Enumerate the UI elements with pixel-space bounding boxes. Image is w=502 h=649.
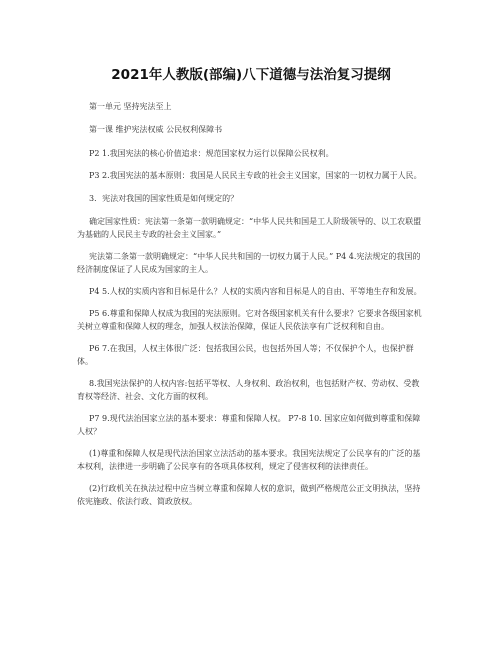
paragraph: (1)尊重和保障人权是现代法治国家立法活动的基本要求。我国宪法规定了公民享有的广泛的基本权利，法律进一步明确了公民享有的各项具体权利，规定了侵害权利的法律责任。 (77, 449, 421, 471)
paragraph: P4 5.人权的实质内容和目标是什么？人权的实质内容和目标是人的自由、平等地生存和发展。 (89, 287, 422, 296)
paragraph: 宪法第二条第一款明确规定：“中华人民共和国的一切权力属于人民。” P4 4.宪法规定的我国的经济制度保证了人民成为国家的主人。 (77, 252, 421, 274)
paragraph: P5 6.尊重和保障人权成为我国的宪法原则。它对各级国家机关有什么要求？它要求各级国家机关树立尊重和保障人权的理念，加强人权法治保障，保证人民依法享有广泛权利和自由。 (77, 309, 422, 331)
lesson-heading: 第一课 维护宪法权威 公民权利保障书 (89, 125, 223, 134)
document-body (77, 96, 422, 508)
paragraph: P6 7.在我国，人权主体很广泛：包括我国公民，也包括外国人等；不仅保护个人，也保护群体。 (77, 344, 414, 366)
paragraph: 确定国家性质：宪法第一条第一款明确规定：“中华人民共和国是工人阶级领导的、以工农联盟为基础的人民民主专政的社会主义国家。” (77, 217, 422, 239)
paragraph: 8.我国宪法保护的人权内容:包括平等权、人身权利、政治权利，也包括财产权、劳动权、受教育权等经济、社会、文化方面的权利。 (77, 379, 420, 401)
unit-heading: 第一单元 坚持宪法至上 (89, 102, 172, 111)
paragraph: (2)行政机关在执法过程中应当树立尊重和保障人权的意识，做到严格规范公正文明执法，坚持依宪施政、依法行政、简政放权。 (77, 484, 421, 506)
document-title: 2021年人教版(部编)八下道德与法治复习提纲 (111, 67, 391, 83)
paragraph: P7 9.现代法治国家立法的基本要求：尊重和保障人权。 P7-8 10. 国家应如何做到尊重和保障人权？ (77, 414, 421, 436)
paragraph: P3 2.我国宪法的基本原则：我国是人民民主专政的社会主义国家，国家的一切权力属于人民。 (89, 171, 422, 180)
paragraph: 3．宪法对我国的国家性质是如何规定的？ (89, 194, 239, 203)
paragraph: P2 1.我国宪法的核心价值追求：规范国家权力运行以保障公民权利。 (89, 149, 334, 158)
